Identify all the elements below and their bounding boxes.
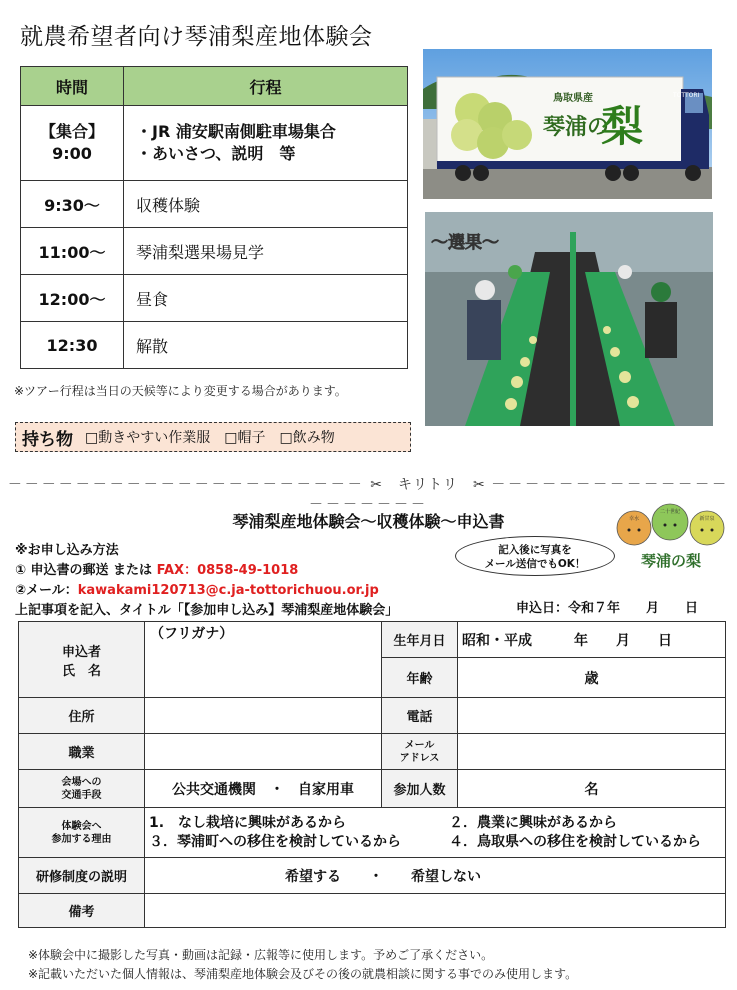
transport-label <box>19 770 145 808</box>
cut-line-dash: －－－－－－－－－－－－－－－－－－－－－ <box>7 477 365 493</box>
schedule-time: 12:30 <box>21 322 124 369</box>
speech-bubble <box>455 536 615 576</box>
reason-option[interactable]: ４．鳥取県への移住を検討しているから <box>449 833 701 850</box>
reason-options[interactable] <box>145 808 726 858</box>
name-field[interactable] <box>145 622 382 698</box>
schedule-row <box>21 106 408 181</box>
application-date: 申込日：令和７年 月 日 <box>516 601 699 616</box>
address-field[interactable] <box>145 698 382 734</box>
reason-label <box>19 808 145 858</box>
application-method <box>15 541 398 621</box>
participants-label: 参加人数 <box>382 770 458 808</box>
belongings-item: □飲み物 <box>279 430 335 446</box>
phone-label: 電話 <box>382 698 458 734</box>
reason-option[interactable]: ２．農業に興味があるから <box>449 814 617 831</box>
truck-text-main: 琴浦の <box>543 115 610 140</box>
training-options[interactable]: 希望する ・ 希望しない <box>145 858 726 894</box>
age-label: 年齢 <box>382 658 458 698</box>
application-method-line <box>15 581 398 601</box>
email-label <box>382 734 458 770</box>
schedule-time-line: 9:00 <box>52 144 92 163</box>
occupation-field[interactable] <box>145 734 382 770</box>
schedule-detail-line: ・あいさつ、説明 等 <box>136 144 296 163</box>
reason-label-line: 参加する理由 <box>51 833 112 845</box>
schedule-row <box>21 275 408 322</box>
occupation-label: 職業 <box>19 734 145 770</box>
email-label-line: メール <box>404 739 435 751</box>
speech-bubble-line: メール送信でもOK！ <box>484 558 586 570</box>
reason-option[interactable]: ３．琴浦町への移住を検討しているから <box>149 833 401 850</box>
fax-number: FAX：0858-49-1018 <box>156 563 299 578</box>
form-title: 琴浦梨産地体験会～収穫体験～申込書 <box>232 512 505 531</box>
email-address[interactable]: kawakami120713@c.ja-tottorichuou.or.jp <box>77 583 379 598</box>
phone-field[interactable] <box>458 698 726 734</box>
logo-pear-label: 新甘泉 <box>699 516 715 522</box>
schedule-detail <box>124 106 408 181</box>
schedule-detail: 琴浦梨選果場見学 <box>124 228 408 275</box>
truck-photo <box>423 49 712 199</box>
belongings-item: □動きやすい作業服 <box>85 430 211 446</box>
schedule-row <box>21 322 408 369</box>
schedule-time-line: 【集合】 <box>39 122 104 141</box>
truck-brand: TOTTORI <box>673 92 700 99</box>
schedule-detail: 解散 <box>124 322 408 369</box>
age-field[interactable]: 歳 <box>458 658 726 698</box>
schedule-time: 11:00～ <box>21 228 124 275</box>
schedule-row <box>21 228 408 275</box>
schedule-time: 12:00～ <box>21 275 124 322</box>
furigana-label: （フリガナ） <box>150 626 234 642</box>
address-label: 住所 <box>19 698 145 734</box>
footer-notes <box>28 946 577 984</box>
schedule-header-detail: 行程 <box>124 67 408 106</box>
schedule-note: ※ツアー行程は当日の天候等により変更する場合があります。 <box>14 384 347 398</box>
application-method-heading: ※お申し込み方法 <box>15 543 119 558</box>
logo-pear-label: 二十世紀 <box>659 509 681 515</box>
schedule-time <box>21 106 124 181</box>
name-label <box>19 622 145 698</box>
cut-line-dash: －－－－－－－－－－－－－－－－－－－－－ <box>309 477 730 513</box>
method-mail-text: ① 申込書の郵送 または <box>15 563 157 578</box>
transport-label-line: 会場への <box>61 776 102 788</box>
belongings-box <box>15 422 411 452</box>
truck-text-top: 鳥取県産 <box>553 93 593 104</box>
transport-label-line: 交通手段 <box>61 789 102 801</box>
email-field[interactable] <box>458 734 726 770</box>
schedule-table <box>20 66 408 369</box>
schedule-detail: 収穫体験 <box>124 181 408 228</box>
training-label: 研修制度の説明 <box>19 858 145 894</box>
reason-option[interactable]: 1. なし栽培に興味があるから <box>149 814 347 831</box>
birthdate-field[interactable]: 昭和・平成 年 月 日 <box>458 622 726 658</box>
application-method-line: 上記事項を記入、タイトル「【参加申し込み】琴浦梨産地体験会」 <box>15 603 399 618</box>
logo-pear-label: 幸水 <box>628 516 640 522</box>
name-label-line: 申込者 <box>61 644 101 660</box>
cut-line-label: ✂ キリトリ ✂ <box>370 477 486 493</box>
sorting-caption: ～選果～ <box>431 233 499 253</box>
belongings-label: 持ち物 <box>22 429 73 450</box>
schedule-time: 9:30～ <box>21 181 124 228</box>
schedule-row <box>21 181 408 228</box>
speech-bubble-line: 記入後に写真を <box>498 544 572 556</box>
transport-options[interactable]: 公共交通機関 ・ 自家用車 <box>145 770 382 808</box>
schedule-header-time: 時間 <box>21 67 124 106</box>
application-form <box>18 621 726 928</box>
page-title: 就農希望者向け琴浦梨産地体験会 <box>20 24 373 50</box>
belongings-item: □帽子 <box>224 430 266 446</box>
footer-note: ※体験会中に撮影した写真・動画は記録・広報等に使用します。予めご了承ください。 <box>28 948 494 962</box>
remarks-label: 備考 <box>19 894 145 928</box>
kotoura-pear-logo <box>612 498 730 576</box>
footer-note: ※記載いただいた個人情報は、琴浦梨産地体験会及びその後の就農相談に関する事でのみ使用します。 <box>28 967 578 981</box>
birthdate-label: 生年月日 <box>382 622 458 658</box>
sorting-photo <box>425 212 713 426</box>
email-label-line: アドレス <box>399 752 440 764</box>
schedule-detail-line: ・JR 浦安駅南側駐車場集合 <box>136 122 336 141</box>
truck-text-big: 梨 <box>601 102 644 151</box>
method-email-text: ②メール： <box>15 583 78 598</box>
name-label-line: 氏 名 <box>61 663 101 679</box>
participants-field[interactable]: 名 <box>458 770 726 808</box>
schedule-detail: 昼食 <box>124 275 408 322</box>
application-method-line <box>15 561 398 581</box>
remarks-field[interactable] <box>145 894 726 928</box>
reason-label-line: 体験会へ <box>61 820 102 832</box>
logo-text: 琴浦の梨 <box>640 552 702 570</box>
